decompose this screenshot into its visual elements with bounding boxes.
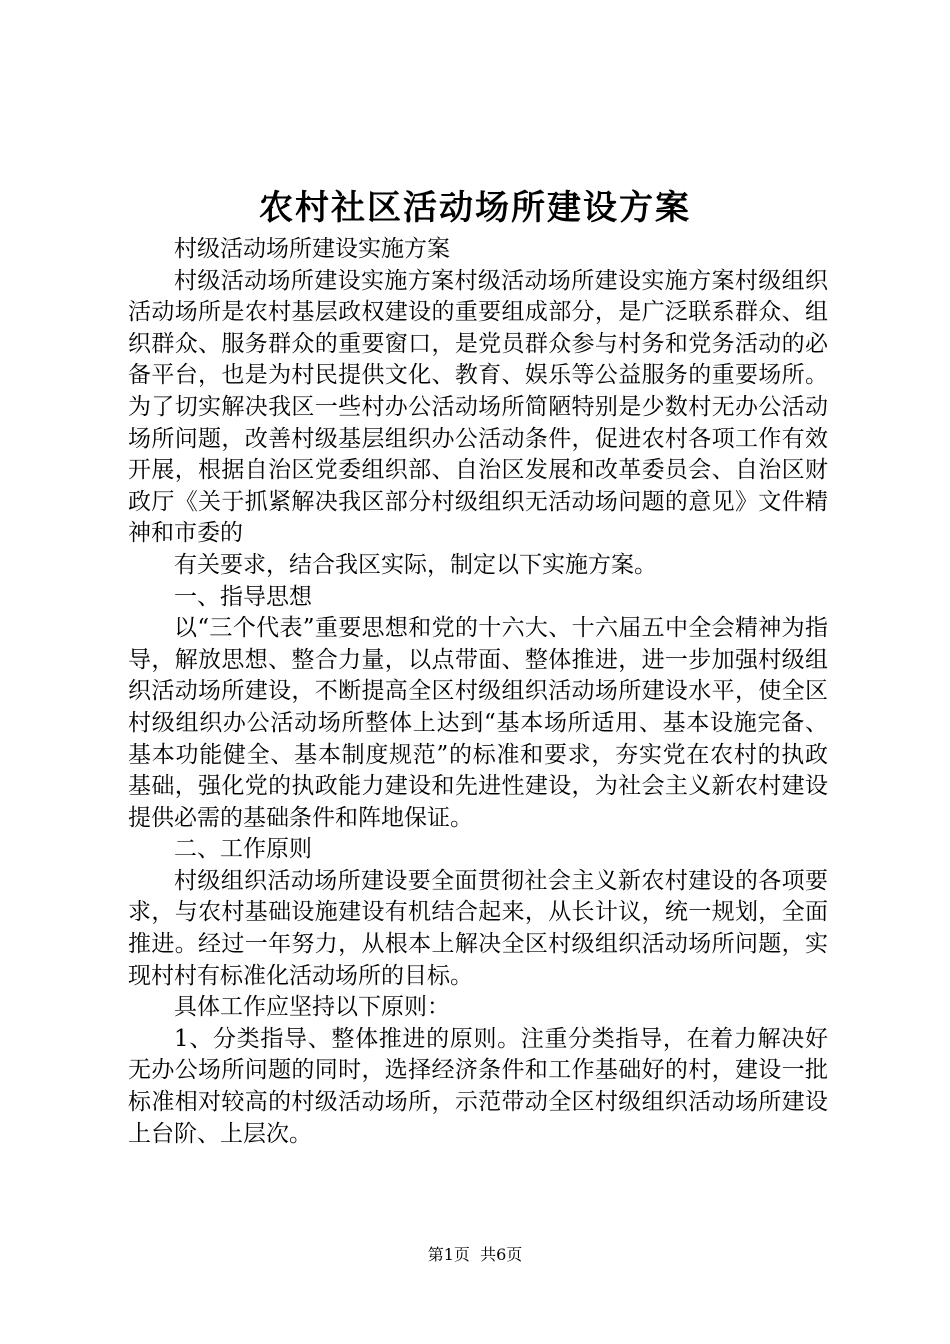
paragraph-work-principles: 村级组织活动场所建设要全面贯彻社会主义新农村建设的各项要求，与农村基础设施建设有机结合起来，从长计议，统一规划，全面推进。经过一年努力，从根本上解决全区村级组织活动场所问题，实现村村有标准化活动场所的目标。 <box>128 867 828 989</box>
paragraph-guiding-thought: 以“三个代表”重要思想和党的十六大、十六届五中全会精神为指导，解放思想、整合力量，以点带面、整体推进，进一步加强村级组织活动场所建设，不断提高全区村级组织活动场所建设水平，使全区村级组织办公活动场所整体上达到“基本场所适用、基本设施完备、基本功能健全、基本制度规范”的标准和要求，夯实党在农村的执政基础，强化党的执政能力建设和先进性建设，为社会主义新农村建设提供必需的基础条件和阵地保证。 <box>128 615 828 831</box>
section-heading-work-principles: 二、工作原则 <box>174 836 312 863</box>
page-number: 第1页 <box>427 1245 470 1264</box>
paragraph-principle-1: 1、分类指导、整体推进的原则。注重分类指导，在着力解决好无办公场所问题的同时，选择经济条件和工作基础好的村，建设一批标准相对较高的村级活动场所，示范带动全区村级组织活动场所建设上台阶、上层次。 <box>128 1025 828 1147</box>
paragraph-principles-intro: 具体工作应坚持以下原则： <box>174 994 450 1021</box>
paragraph-intro-cont: 有关要求，结合我区实际，制定以下实施方案。 <box>174 551 657 578</box>
document-body <box>128 234 828 1150</box>
page-total: 共6页 <box>480 1245 523 1264</box>
section-heading-guiding-thought: 一、指导思想 <box>174 583 312 610</box>
page-footer <box>0 1244 950 1266</box>
paragraph-subtitle: 村级活动场所建设实施方案 <box>174 236 450 262</box>
paragraph-intro: 村级活动场所建设实施方案村级活动场所建设实施方案村级组织活动场所是农村基层政权建设的重要组成部分，是广泛联系群众、组织群众、服务群众的重要窗口，是党员群众参与村务和党务活动的必备平台，也是为村民提供文化、教育、娱乐等公益服务的重要场所。为了切实解决我区一些村办公活动场所简陋特别是少数村无办公活动场所问题，改善村级基层组织办公活动条件，促进农村各项工作有效开展，根据自治区党委组织部、自治区发展和改革委员会、自治区财政厅《关于抓紧解决我区部分村级组织无活动场问题的意见》文件精神和市委的 <box>128 267 828 547</box>
document-title: 农村社区活动场所建设方案 <box>259 188 691 228</box>
